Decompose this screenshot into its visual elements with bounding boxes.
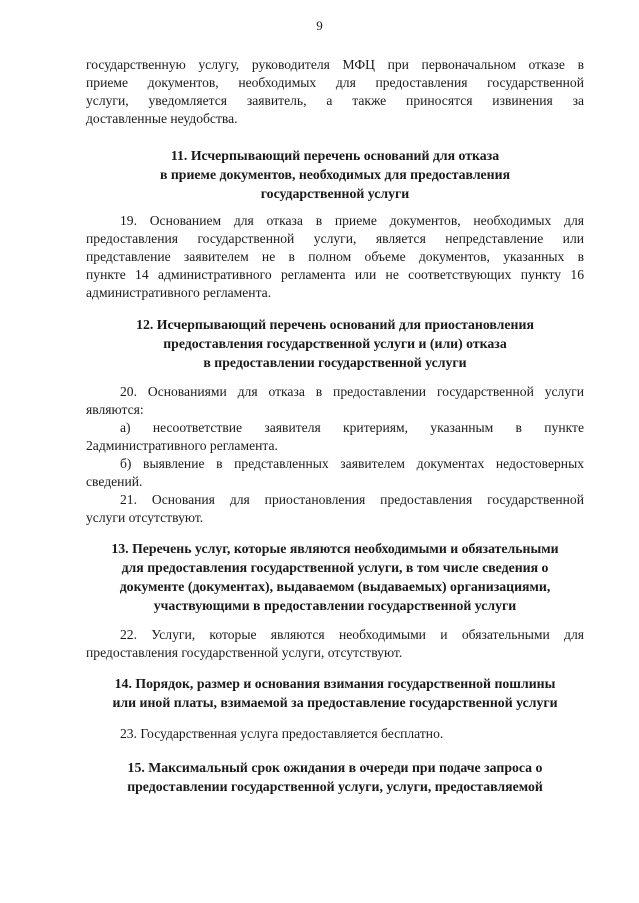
body-line: предоставления государственной услуги, является непредставление или xyxy=(86,231,584,246)
body-line: а) несоответствие заявителя критериям, указанным в пункте xyxy=(120,420,584,435)
section-heading: 15. Максимальный срок ожидания в очереди при подаче запроса о xyxy=(127,760,543,775)
section-heading: или иной платы, взимаемой за предоставление государственной услуги xyxy=(112,695,558,710)
body-line: 20. Основаниями для отказа в предоставлении государственной услуги xyxy=(120,384,584,399)
section-heading: документе (документах), выдаваемом (выдаваемых) организациями, xyxy=(119,579,551,594)
body-line: услуги отсутствуют. xyxy=(86,510,204,525)
body-line: государственную услугу, руководителя МФЦ при первоначальном отказе в xyxy=(86,57,584,72)
body-line: 21. Основания для приостановления предоставления государственной xyxy=(120,492,584,507)
body-line: представление заявителем не в полном объеме документов, указанных в xyxy=(86,249,584,264)
body-line: 19. Основанием для отказа в приеме документов, необходимых для xyxy=(120,213,584,228)
section-heading: участвующими в предоставлении государственной услуги xyxy=(153,598,517,613)
body-line: являются: xyxy=(86,402,144,417)
section-heading: для предоставления государственной услуги, в том числе сведения о xyxy=(121,560,549,575)
section-heading: 11. Исчерпывающий перечень оснований для отказа xyxy=(170,148,500,163)
section-heading: предоставлении государственной услуги, услуги, предоставляемой xyxy=(127,779,543,794)
body-line: предоставления государственной услуги, отсутствуют. xyxy=(86,645,403,660)
page-number: 9 xyxy=(316,18,323,33)
body-line: 22. Услуги, которые являются необходимыми и обязательными для xyxy=(120,627,584,642)
body-line: 2административного регламента. xyxy=(86,438,278,453)
section-heading: предоставления государственной услуги и (или) отказа xyxy=(163,336,507,351)
section-heading: 13. Перечень услуг, которые являются необходимыми и обязательными xyxy=(111,541,559,556)
section-heading: 12. Исчерпывающий перечень оснований для приостановления xyxy=(136,317,534,332)
section-heading: государственной услуги xyxy=(260,186,410,201)
body-line: приеме документов, необходимых для предоставления государственной xyxy=(86,75,584,90)
body-line: административного регламента. xyxy=(86,285,272,300)
body-line: доставленные неудобства. xyxy=(86,111,238,126)
body-line: б) выявление в представленных заявителем документах недостоверных xyxy=(120,456,584,471)
section-heading: в приеме документов, необходимых для предоставления xyxy=(159,167,511,182)
body-line: сведений. xyxy=(86,474,143,489)
section-heading: 14. Порядок, размер и основания взимания государственной пошлины xyxy=(114,676,556,691)
body-line: услуги, уведомляется заявитель, а также приносятся извинения за xyxy=(86,93,584,108)
body-line: 23. Государственная услуга предоставляется бесплатно. xyxy=(120,726,444,741)
body-line: пункте 14 административного регламента или не соответствующих пункту 16 xyxy=(86,267,584,282)
section-heading: в предоставлении государственной услуги xyxy=(203,355,467,370)
